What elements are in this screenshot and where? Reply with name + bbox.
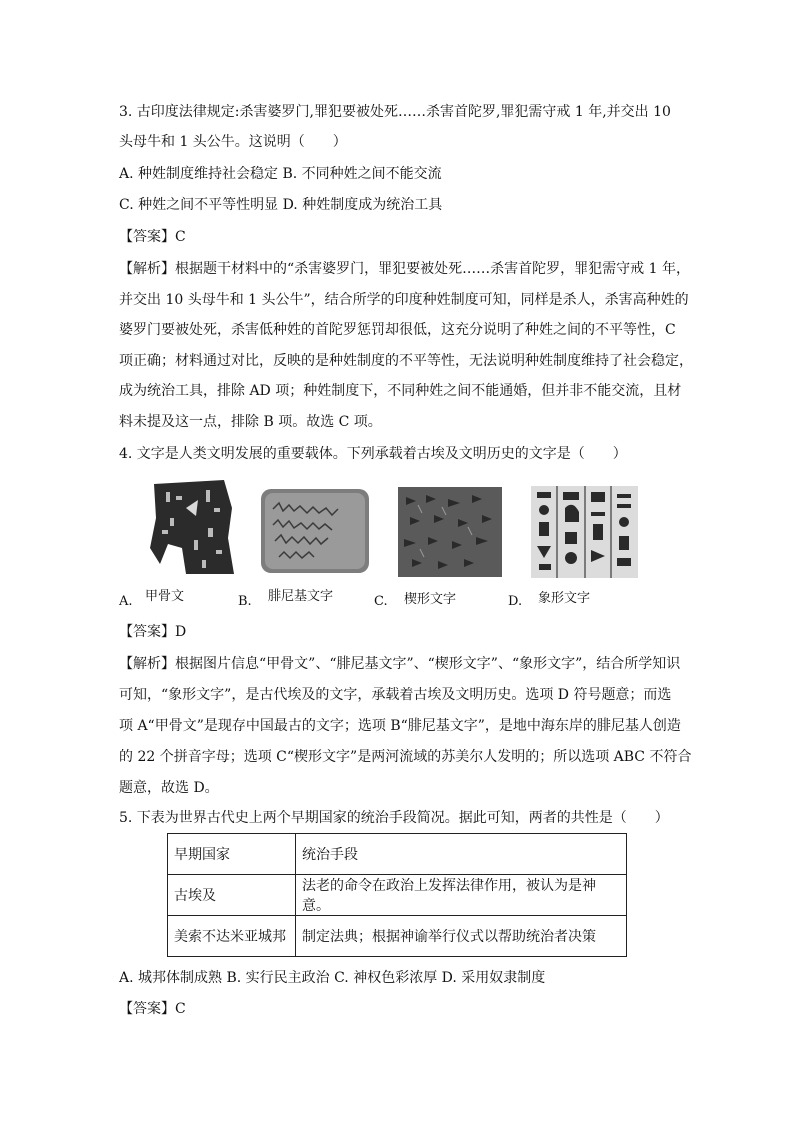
q4-stem: 4. 文字是人类文明发展的重要载体。下列承载着古埃及文明历史的文字是（ ） — [119, 446, 627, 462]
q3-answer: 【答案】C — [119, 229, 186, 245]
phoenician-tablet-image — [259, 487, 371, 575]
q3-analysis-line: 【解析】根据题干材料中的“杀害婆罗门，罪犯要被处死……杀害首陀罗，罪犯需守戒 1 年， — [119, 261, 690, 277]
table-cell: 早期国家 — [168, 834, 296, 875]
q4-option-b-letter: B. — [238, 594, 252, 609]
q3-options-line1: A. 种姓制度维持社会稳定 B. 不同种姓之间不能交流 — [119, 166, 442, 182]
q4-option-a-label: 甲骨文 — [145, 589, 185, 604]
q5-options-line: A. 城邦体制成熟 B. 实行民主政治 C. 神权色彩浓厚 D. 采用奴隶制度 — [119, 970, 546, 986]
q4-option-c-letter: C. — [374, 594, 388, 609]
table-cell: 法老的命令在政治上发挥法律作用，被认为是神意。 — [296, 875, 627, 916]
table-row — [168, 916, 627, 957]
q5-stem: 5. 下表为世界古代史上两个早期国家的统治手段简况。据此可知，两者的共性是（ ） — [119, 810, 669, 826]
hieroglyph-image — [531, 486, 638, 578]
table-cell: 统治手段 — [296, 834, 627, 875]
cuneiform-tablet-image — [398, 487, 502, 577]
q4-option-b-label: 腓尼基文字 — [268, 589, 334, 604]
q3-analysis-line: 并交出 10 头母牛和 1 头公牛”，结合所学的印度种姓制度可知，同样是杀人，杀害高种姓的 — [119, 292, 689, 308]
q4-analysis-line: 项 A“甲骨文”是现存中国最古的文字；选项 B“腓尼基文字”，是地中海东岸的腓尼基人创造 — [119, 718, 681, 734]
table-cell: 制定法典；根据神谕举行仪式以帮助统治者决策 — [296, 916, 627, 957]
table-row — [168, 834, 627, 875]
table-cell: 古埃及 — [168, 875, 296, 916]
q4-option-d-label: 象形文字 — [538, 591, 591, 606]
q5-answer: 【答案】C — [119, 1001, 186, 1017]
q4-option-c-label: 楔形文字 — [404, 592, 457, 607]
q5-table — [167, 833, 627, 957]
q4-option-d-letter: D. — [508, 594, 523, 609]
q3-analysis-line: 成为统治工具，排除 AD 项；种姓制度下，不同种姓之间不能通婚，但并非不能交流，且材 — [119, 383, 682, 399]
q3-stem-line2: 头母牛和 1 头公牛。这说明（ ） — [119, 134, 347, 150]
q4-analysis-line: 题意，故选 D。 — [119, 780, 219, 796]
q4-analysis-line: 的 22 个拼音字母；选项 C“楔形文字”是两河流域的苏美尔人发明的；所以选项 ABC 不符合 — [119, 749, 692, 765]
oracle-bone-image — [146, 478, 236, 576]
q3-analysis-line: 婆罗门要被处死，杀害低种姓的首陀罗惩罚却很低，这充分说明了种姓之间的不平等性，C — [119, 322, 676, 338]
q4-analysis-line: 可知，“象形文字”，是古代埃及的文字，承载着古埃及文明历史。选项 D 符号题意；而选 — [119, 687, 672, 703]
table-row — [168, 875, 627, 916]
q3-analysis-line: 项正确；材料通过对比，反映的是种姓制度的不平等性，无法说明种姓制度维持了社会稳定， — [119, 353, 693, 369]
table-cell: 美索不达米亚城邦 — [168, 916, 296, 957]
q3-options-line2: C. 种姓之间不平等性明显 D. 种姓制度成为统治工具 — [119, 197, 443, 213]
q4-analysis-line: 【解析】根据图片信息“甲骨文”、“腓尼基文字”、“楔形文字”、“象形文字”，结合所学知识 — [119, 656, 681, 672]
q4-option-a-letter: A. — [119, 594, 133, 609]
q3-analysis-line: 料未提及这一点，排除 B 项。故选 C 项。 — [119, 414, 382, 430]
q3-stem-line1: 3. 古印度法律规定:杀害婆罗门,罪犯要被处死……杀害首陀罗,罪犯需守戒 1 年,并交出 10 — [119, 104, 671, 120]
q4-answer: 【答案】D — [119, 624, 187, 640]
